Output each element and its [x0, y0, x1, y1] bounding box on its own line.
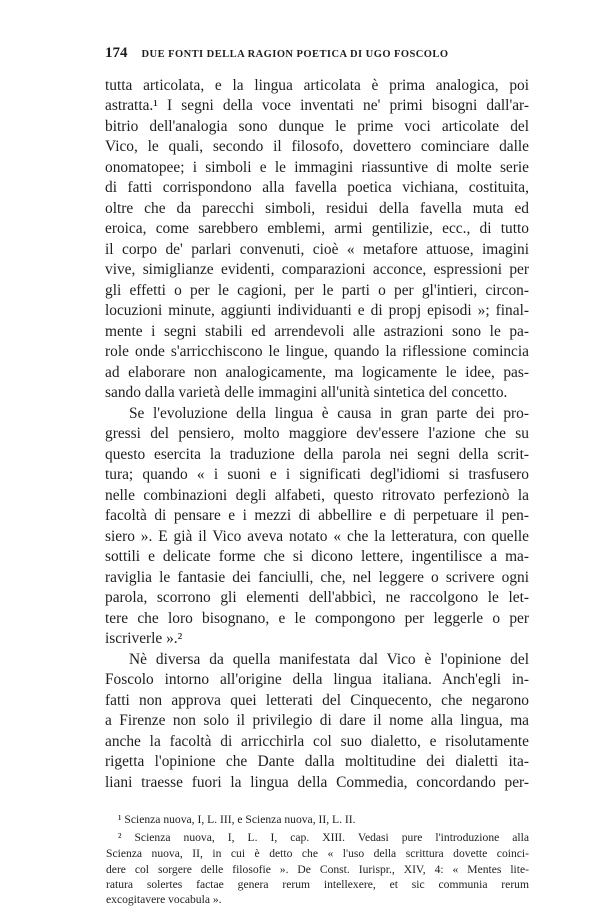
footnote-line: ² Scienza nuova, I, L. I, cap. XIII. Vedasi pure l'introduzione alla — [118, 831, 529, 844]
text-line: gressi del pensiero, molto maggiore dev'essere l'azione che su — [105, 425, 529, 442]
text-line: parola, scorrono gli elementi dell'abbicì, ne raccolgono le let- — [105, 589, 529, 606]
text-line: tura; quando « i suoni e i significati degl'idiomi si trasfusero — [105, 466, 529, 483]
text-line: siero ». E già il Vico aveva notato « che la letteratura, con quelle — [105, 528, 529, 545]
text-line: bitrio dell'analogia sono dunque le prime voci articolate del — [105, 118, 529, 135]
text-line: facoltà di pensare e i mezzi di abbellire e di perpetuare il pen- — [105, 507, 529, 524]
text-line: sottili e delicate forme che si dicono lettere, ingentilisce a ma- — [105, 548, 529, 565]
text-line: iscriverle ».² — [105, 630, 183, 647]
text-line: eroica, come sarebbero emblemi, armi gentilizie, ecc., di tutto — [105, 220, 529, 237]
text-line: role onde s'arricchiscono le lingue, quando la riflessione comincia — [105, 343, 529, 360]
text-line: onomatopee; i simboli e le immagini riassuntive di molte serie — [105, 159, 529, 176]
text-line: astratta.¹ I segni della voce inventati ne' primi bisogni dall'ar- — [105, 97, 529, 114]
text-line: locuzioni minute, aggiunti individuanti e di propj episodi »; final- — [105, 302, 529, 319]
text-line: Nè diversa da quella manifestata dal Vico è l'opinione del — [129, 651, 529, 668]
text-line: sando dalla varietà delle immagini all'unità sintetica del concetto. — [105, 384, 508, 401]
footnote-line: ratura solertes factae genera rerum intellexere, et sic communia rerum — [106, 878, 529, 891]
text-line: raviglia le fantasie dei fanciulli, che, nel leggere o scrivere ogni — [105, 569, 529, 586]
text-line: mente i segni stabili ed arrendevoli alle astrazioni sono le pa- — [105, 323, 529, 340]
text-line: liani traesse fuori la lingua della Commedia, concordando per- — [105, 774, 529, 791]
text-line: vive, simiglianze evidenti, comparazioni acconce, espressioni per — [105, 261, 529, 278]
text-line: nelle combinazioni degli alfabeti, questo ritrovato perfezionò la — [105, 487, 529, 504]
text-line: tere che loro bisognano, e le compongono per leggerle o per — [105, 610, 529, 627]
running-title: DUE FONTI DELLA RAGION POETICA DI UGO FOSCOLO — [141, 49, 449, 60]
text-line: Foscolo intorno all'origine della lingua italiana. Anch'egli in- — [105, 671, 529, 688]
text-line: il corpo de' parlari convenuti, cioè « metafore attuose, imagini — [105, 241, 529, 258]
text-line: tutta articolata, e la lingua articolata è prima analogica, poi — [105, 77, 529, 94]
footnote-line: dere col sorgere delle filosofie ». De Const. Iurispr., XIV, 4: « Mentes lite- — [106, 863, 529, 876]
text-line: gli effetti o per le cagioni, per le parti o per gl'intieri, circon- — [105, 282, 529, 299]
text-line: oltre che da parecchi simboli, residui della favella muta ed — [105, 200, 529, 217]
text-line: questo esercita la traduzione della parola nei segni della scrit- — [105, 446, 529, 463]
running-header — [105, 44, 525, 62]
text-line: Se l'evoluzione della lingua è causa in gran parte dei pro- — [129, 405, 529, 422]
text-line: a Firenze non solo il privilegio di dare il nome alla lingua, ma — [105, 712, 529, 729]
text-line: anche la facoltà di arricchirla col suo dialetto, e risolutamente — [105, 733, 529, 750]
page-number: 174 — [105, 45, 128, 61]
footnote-line: excogitavere vocabula ». — [106, 893, 222, 906]
text-line: Vico, le quali, secondo il filosofo, dovettero cominciare dalle — [105, 138, 529, 155]
text-line: rigetta l'opinione che Dante dalla moltitudine dei dialetti ita- — [105, 753, 529, 770]
footnote-line: Scienza nuova, II, in cui è detto che « l'uso della scrittura dovette coinci- — [106, 847, 529, 860]
text-line: di fatti corrispondono alla favella poetica vichiana, costituita, — [105, 179, 529, 196]
footnote-line: ¹ Scienza nuova, I, L. III, e Scienza nuova, II, L. II. — [118, 813, 356, 826]
text-line: ad elaborare non analogicamente, ma logicamente le idee, pas- — [105, 364, 529, 381]
text-line: fatti non approva quei letterati del Cinquecento, che negarono — [105, 692, 529, 709]
